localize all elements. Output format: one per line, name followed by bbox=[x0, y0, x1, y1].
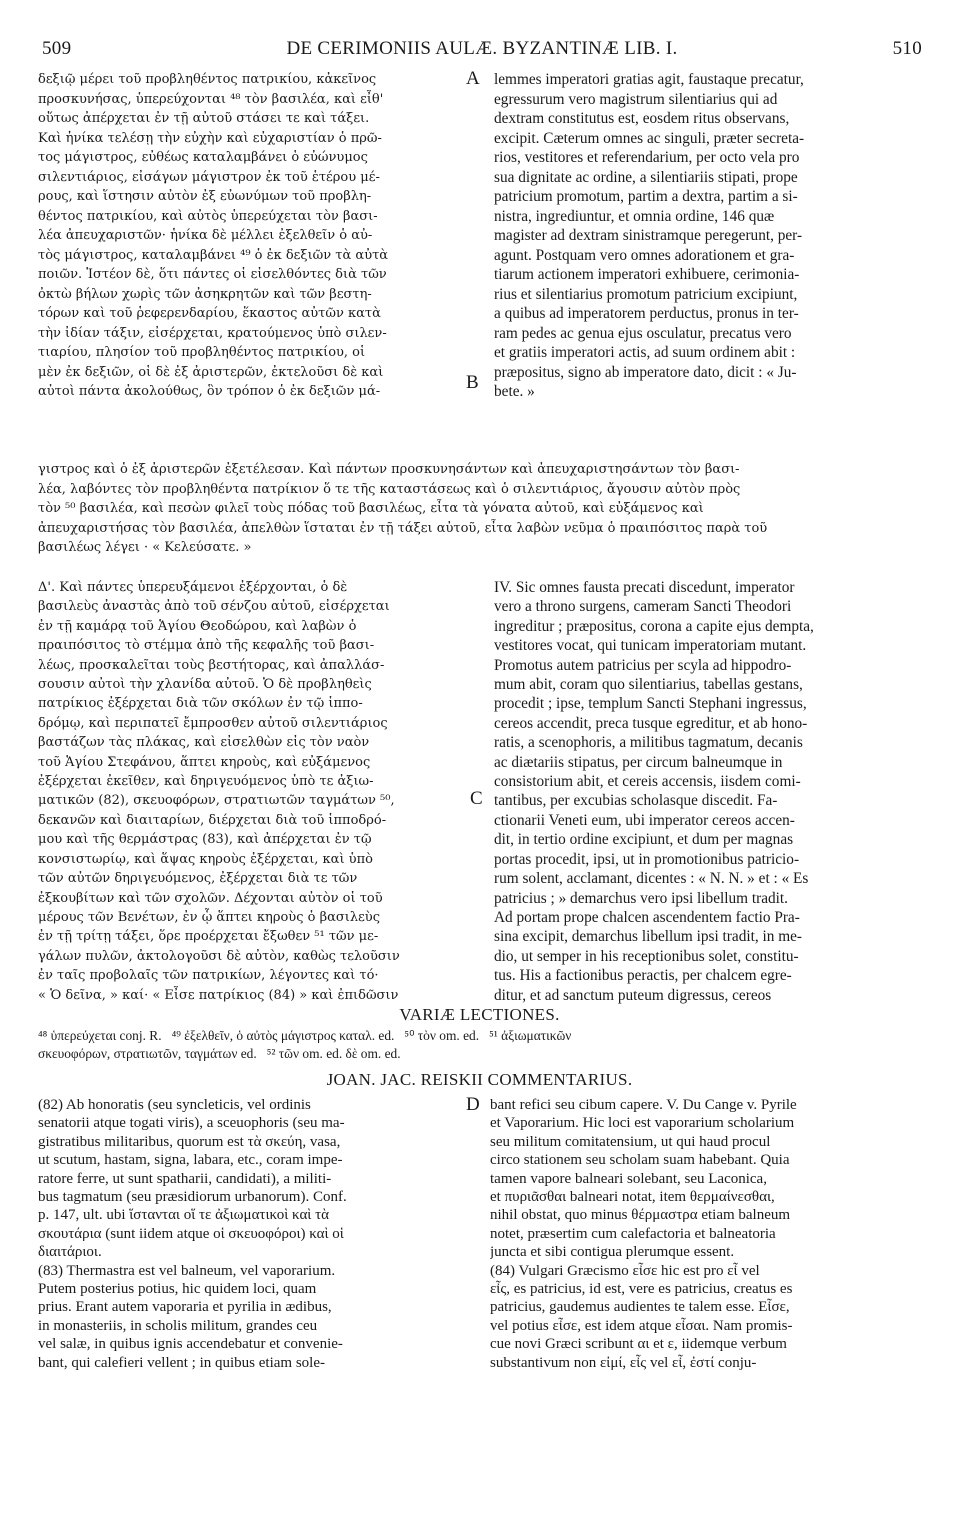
text-line: μέρους τῶν Βενέτων, ἐν ᾧ ἅπτει κηροὺς ὁ βασιλεὺς bbox=[38, 909, 380, 925]
text-line: cereos accendit, preca tusque egreditur, et ab hono- bbox=[494, 714, 808, 732]
text-line: vel salæ, in quibus ignis accendebatur et convenie- bbox=[38, 1336, 343, 1353]
text-line: vero a throno surgens, cameram Sancti Theodori bbox=[494, 598, 792, 616]
text-line: σκευοφόρων, στρατιωτῶν, ταγμάτων ed. ⁵² τῶν om. ed. δὲ om. ed. bbox=[38, 1046, 401, 1061]
text-line: a quibus ad imperatorem perductus, pronus in ter- bbox=[494, 305, 799, 322]
text-line: sua dignitate ac ordine, a silentiariis stipati, prope bbox=[494, 168, 798, 186]
running-title: DE CERIMONIIS AULÆ. BYZANTINÆ LIB. I. bbox=[286, 38, 678, 59]
text-line: μου καὶ τῆς θερμάστρας (83), καὶ ἀπέρχεται ἐν τῷ bbox=[38, 832, 372, 848]
text-line: Δ'. Καὶ πάντες ὑπερευξάμενοι ἐξέρχονται, ὁ δὲ bbox=[38, 580, 348, 595]
text-line: τὴν ἰδίαν τάξιν, εἰσέρχεται, κρατούμενος ὑπὸ σιλεν- bbox=[38, 325, 387, 341]
text-line: ἐξκουβίτων καὶ τῶν σχολῶν. Δέχονται αὐτὸν οἱ τοῦ bbox=[38, 890, 383, 906]
text-line: Καὶ ἡνίκα τελέσῃ τὴν εὐχὴν καὶ εὐχαριστίαν ὁ πρῶ- bbox=[38, 130, 382, 146]
text-line: ram pedes ac genua ejus osculatur, precatus vero bbox=[494, 324, 792, 342]
text-line: egressurum vero magistrum silentiarius qui ad bbox=[494, 90, 778, 108]
text-line: λέως, προσκαλεῖται τοὺς βεστήτορας, καὶ ἀπαλλάσ- bbox=[38, 657, 385, 673]
text-line: præpositus, signo ab imperatore dato, dicit : « Ju- bbox=[494, 363, 797, 381]
text-line: προσκυνήσας, ὑπερεύχονται ⁴⁸ τὸν βασιλέα, καὶ εἶθ' bbox=[38, 91, 384, 107]
text-line: ⁴⁸ ὑπερεύχεται conj. R. ⁴⁹ ἐξελθεῖν, ὁ αὐτὸς μάγιστρος καταλ. ed. ⁵⁰ τὸν om. ed. ⁵¹ ἀξιωματικῶν bbox=[38, 1028, 572, 1043]
text-line: ἐν τῇ τρίτῃ τάξει, ὅρε προέρχεται ἔξωθεν ⁵¹ τῶν με- bbox=[38, 929, 379, 945]
text-line: nihil obstat, quo minus θέρμαστρα etiam balneum bbox=[490, 1207, 791, 1224]
text-line: consistorium abit, et cereis accensis, iisdem comi- bbox=[494, 773, 801, 791]
text-line: βαστάζων τὰς πλάκας, καὶ εἰσελθὼν εἰς τὸν ναὸν bbox=[38, 735, 370, 751]
text-line: vestitores vocat, qui tunicam imperatoriam mutant. bbox=[494, 637, 807, 655]
text-line: Ad portam prope chalcen ascendentem factio Pra- bbox=[494, 908, 800, 926]
text-line: δρόμῳ, καὶ περιπατεῖ ἔμπροσθεν αὐτοῦ σιλεντιάριος bbox=[38, 715, 388, 731]
text-line: τοῦ Ἁγίου Στεφάνου, ἅπτει κηροὺς, καὶ εὐξάμενος bbox=[38, 754, 371, 770]
text-line: tus. His a factionibus peractis, per chalcem egre- bbox=[494, 967, 792, 985]
latin-column-middle bbox=[494, 578, 922, 1005]
text-line: τιαρίου, πλησίον τοῦ προβληθέντος πατρικίου, οἱ bbox=[38, 345, 366, 360]
text-line: ποιῶν. Ἰστέον δὲ, ὅτι πάντες οἱ εἰσελθόντες διὰ τῶν bbox=[38, 267, 387, 282]
text-line: patricius ; » demarchus vero ipsi libellum tradit. bbox=[494, 889, 788, 907]
text-line: bus tagmatum (seu præsidiorum urbanorum). Conf. bbox=[38, 1189, 347, 1206]
text-line: mum abit, coram quo silentiarius, tabellas gestans, bbox=[494, 676, 803, 694]
text-line: τόρων καὶ τοῦ ῥεφερενδαρίου, ἕκαστος αὐτῶν κατὰ bbox=[38, 306, 381, 321]
text-line: Promotus autem patricius per scyla ad hippodro- bbox=[494, 656, 792, 674]
margin-marker-c: C bbox=[470, 788, 483, 809]
text-line: ingreditur ; præpositus, corona a capite ejus dempta, bbox=[494, 617, 814, 635]
text-line: (82) Ab honoratis (seu syncleticis, vel ordinis bbox=[38, 1097, 311, 1113]
text-line: ἐν τῇ καμάρᾳ τοῦ Ἁγίου Θεοδώρου, καὶ λαβὼν ὁ bbox=[38, 618, 357, 634]
running-header bbox=[42, 38, 922, 66]
text-line: rum solent, acclamant, dicentes : « N. N. » et : « Es bbox=[494, 870, 809, 888]
text-line: prius. Erant autem vaporaria et pyrilia in ædibus, bbox=[38, 1299, 332, 1316]
text-line: ratis, a scenophoris, a militibus tagmatum, decanis bbox=[494, 734, 803, 752]
text-line: λέα, λαβόντες τὸν προβληθέντα πατρίκιον ὅ τε τῆς καταστάσεως καὶ ὁ σιλεντιάριος, ἄγουσιν αὐτὸν πρὸς bbox=[38, 481, 741, 497]
text-line: τὸν ⁵⁰ βασιλέα, καὶ πεσὼν φιλεῖ τοὺς πόδας τοῦ βασιλέως, εἶτα τὰ γόνατα αὐτοῦ, καὶ εὐξάμενος καὶ bbox=[38, 501, 704, 516]
text-line: sina excipit, demarchus libellum ipsi tradit, in me- bbox=[494, 928, 802, 946]
text-line: τος μάγιστρος, εὐθέως καταλαμβάνει ὁ εὐώνυμος bbox=[38, 150, 368, 165]
text-line: et πυριᾶσθαι balneari notat, item θερμαίνεσθαι, bbox=[490, 1189, 775, 1206]
text-line: dextram constitutus est, eosdem ritus observans, bbox=[494, 110, 790, 127]
text-line: juncta et sibi contigua plerumque essent. bbox=[490, 1244, 735, 1261]
text-line: ctionarii Veneti eum, ubi imperator cereos accen- bbox=[494, 811, 795, 829]
greek-fullwidth-passage bbox=[38, 460, 923, 558]
text-line: βασιλέως λέγει · « Κελεύσατε. » bbox=[38, 540, 252, 555]
text-line: αὐτοὶ πάντα ἀκολούθως, ὃν τρόπον ὁ ἐκ δεξιῶν μά- bbox=[38, 384, 381, 399]
text-line: βασιλεὺς ἀναστὰς ἀπὸ τοῦ σένζου αὐτοῦ, εἰσέρχεται bbox=[38, 599, 390, 615]
variae-lectiones-notes bbox=[38, 1027, 923, 1063]
text-line: κονσιστωρίῳ, καὶ ἅψας κηροὺς ἐξέρχεται, καὶ ὑπὸ bbox=[38, 851, 373, 867]
text-line: IV. Sic omnes fausta precati discedunt, imperator bbox=[494, 579, 795, 596]
text-line: nistra, ingrediuntur, et omnia ordine, 146 quæ bbox=[494, 207, 775, 225]
text-line: Putem posterius potius, hic quidem loci, quam bbox=[38, 1281, 317, 1298]
text-line: θέντος πατρικίου, καὶ αὐτὸς ὑπερεύχεται τὸν βασι- bbox=[38, 208, 378, 224]
text-line: magister ad dextram sinistramque peregerunt, per- bbox=[494, 227, 803, 244]
text-line: ut scutum, hastam, signa, labara, etc., coram impe- bbox=[38, 1152, 343, 1169]
text-line: πατρίκιος ἐξέρχεται διὰ τῶν σκόλων ἐν τῷ ἱππο- bbox=[38, 696, 363, 712]
page-number-right: 510 bbox=[892, 38, 922, 59]
text-line: ἀπευχαριστήσας τὸν βασιλέα, ἀπελθὼν ἵσταται ἐν τῇ τάξει αὐτοῦ, εἶτα λαβὼν νεῦμα ὁ πραιπόσιτος παρὰ τοῦ bbox=[38, 520, 768, 536]
text-line: ματικῶν (82), σκευοφόρων, στρατιωτῶν ταγμάτων ⁵⁰, bbox=[38, 793, 395, 809]
text-line: procedit ; ipse, templum Sancti Stephani ingressus, bbox=[494, 695, 807, 713]
text-line: patricium promotum, partim a dextra, partim a si- bbox=[494, 188, 798, 205]
text-line: circo stationem seu scholam suam habebant. Quia bbox=[490, 1152, 790, 1169]
text-line: gistratibus militaribus, quorum est τὰ σκεύη, vasa, bbox=[38, 1133, 341, 1150]
text-line: γάλων πυλῶν, ἀκτολογοῦσι δὲ αὐτὸν, καθὼς τελοῦσιν bbox=[38, 948, 400, 964]
text-line: (83) Thermastra est vel balneum, vel vaporarium. bbox=[38, 1262, 336, 1279]
text-line: rios, vestitores et referendarium, per octo vela pro bbox=[494, 149, 800, 166]
text-line: patricius, gaudemus audientes te talem esse. Εἶσε, bbox=[490, 1299, 790, 1316]
text-line: bant, qui calefieri vellent ; in quibus etiam sole- bbox=[38, 1354, 325, 1371]
greek-column-middle bbox=[38, 578, 463, 1005]
commentary-title: JOAN. JAC. REISKII COMMENTARIUS. bbox=[326, 1070, 633, 1089]
text-line: bant refici seu cibum capere. V. Du Cange v. Pyrile bbox=[490, 1097, 797, 1113]
text-line: notet, præsertim cum calefactoria et balneatoria bbox=[490, 1225, 776, 1242]
text-line: tamen vapore balneari solebant, seu Laconica, bbox=[490, 1170, 767, 1187]
text-line: tantibus, per excubias scholasque discedit. Fa- bbox=[494, 792, 778, 810]
text-line: et gratiis imperatori actis, ad suum ordinem abit : bbox=[494, 344, 796, 361]
text-line: (84) Vulgari Græcismo εἶσε hic est pro εἶ vel bbox=[490, 1262, 760, 1279]
text-line: et Vaporarium. Hic loci est vaporarium scholarium bbox=[490, 1115, 795, 1132]
text-line: rius et silentiarius promotum patricium excipiunt, bbox=[494, 285, 798, 303]
text-line: lemmes imperatori gratias agit, faustaque precatur, bbox=[494, 71, 804, 88]
text-line: τὸς μάγιστρος, καταλαμβάνει ⁴⁹ ὁ ἐκ δεξιῶν τὰ αὐτὰ bbox=[38, 247, 389, 263]
text-line: « Ὁ δεῖνα, » καί· « Εἶσε πατρίκιος (84) » καὶ ἐπιδῶσιν bbox=[38, 987, 399, 1003]
margin-marker-a: A bbox=[466, 68, 480, 89]
text-line: seu militum comitatensium, ut qui haud procul bbox=[490, 1133, 771, 1150]
text-line: σουσιν αὐτοὶ τὴν χλανίδα αὐτοῦ. Ὁ δὲ προβληθεὶς bbox=[38, 677, 372, 693]
text-line: γιστρος καὶ ὁ ἐξ ἀριστερῶν ἐξετέλεσαν. Καὶ πάντων προσκυνησάντων καὶ ἀπευχαριστησάντων τὸν βασι- bbox=[38, 462, 740, 477]
text-line: in monasteriis, in scholis militum, grandes ceu bbox=[38, 1317, 318, 1334]
text-line: substantivum non εἰμί, εἶς vel εἶ, ἐστί conju- bbox=[490, 1354, 757, 1371]
text-line: σκουτάρια (sunt iidem atque οἱ σκευοφόροι) καὶ οἱ bbox=[38, 1225, 344, 1242]
text-line: vel potius εἶσε, est idem atque εἶσαι. Nam promis- bbox=[490, 1317, 793, 1334]
variae-lectiones-title: VARIÆ LECTIONES. bbox=[399, 1005, 560, 1024]
text-line: εἶς, es patricius, id est, vere es patricius, creatus es bbox=[490, 1281, 793, 1298]
text-line: σιλεντιάριος, εἰσάγων μάγιστρον ἐκ τοῦ ἑτέρου μέ- bbox=[38, 169, 380, 185]
text-line: senatorii atque togati viris), a sceuophoris (seu ma- bbox=[38, 1115, 345, 1132]
page-number-left: 509 bbox=[42, 38, 72, 59]
text-line: ὀκτὼ βήλων χωρὶς τῶν ἀσηκρητῶν καὶ τῶν βεστη- bbox=[38, 286, 372, 302]
text-line: dit, in tertio ordine excipiunt, et dum per magnas bbox=[494, 831, 794, 849]
text-line: οὕτως ἀπέρχεται ἐν τῇ αὐτοῦ στάσει τε καὶ τάξει. bbox=[38, 111, 370, 126]
commentary-left-column bbox=[38, 1096, 463, 1372]
text-line: ditur, et ad sanctum puteum digressus, cereos bbox=[494, 986, 772, 1004]
text-line: δεκανῶν καὶ διαιταρίων, διέρχεται διὰ τοῦ ἱπποδρό- bbox=[38, 812, 387, 828]
text-line: ἐν ταῖς προβολαῖς τῶν πατρικίων, λέγοντες καὶ τό· bbox=[38, 968, 379, 984]
greek-column-top bbox=[38, 70, 463, 402]
text-line: excipit. Cæterum omnes ac singuli, præter secreta- bbox=[494, 129, 805, 147]
text-line: tiarum actionem imperatori exhibuere, cerimonia- bbox=[494, 266, 800, 283]
text-line: ρους, καὶ ἵστησιν αὐτὸν ἐξ εὐωνύμων τοῦ προβλη- bbox=[38, 189, 372, 204]
text-line: πραιπόσιτος τὸ στέμμα ἀπὸ τῆς κεφαλῆς τοῦ βασι- bbox=[38, 638, 375, 654]
text-line: δεξιῷ μέρει τοῦ προβληθέντος πατρικίου, κἀκεῖνος bbox=[38, 72, 377, 87]
margin-marker-b: B bbox=[466, 372, 479, 393]
text-line: cue novi Græci scribunt αι et ε, iidemque verbum bbox=[490, 1336, 787, 1353]
text-line: διαιτάριοι. bbox=[38, 1244, 102, 1261]
text-line: dio, ut semper in his receptionibus solet, constitu- bbox=[494, 947, 799, 965]
text-line: agunt. Postquam vero omnes adorationem et gra- bbox=[494, 246, 795, 264]
commentary-right-column bbox=[490, 1096, 920, 1372]
latin-column-top bbox=[494, 70, 922, 402]
text-line: ἐξέρχεται ἐκεῖθεν, καὶ δηριγευόμενος ὑπὸ τε ἀξιω- bbox=[38, 774, 374, 790]
text-line: μὲν ἐκ δεξιῶν, οἱ δὲ ἐξ ἀριστερῶν, ἐκτελοῦσι δὲ καὶ bbox=[38, 364, 384, 380]
text-line: bete. » bbox=[494, 383, 535, 400]
text-line: τῶν αὐτῶν δηριγευόμενος, ἐξέρχεται διὰ τε τῶν bbox=[38, 871, 358, 887]
text-line: ac diætariis stipatus, per circum balneumque in bbox=[494, 753, 783, 771]
margin-marker-d: D bbox=[466, 1094, 480, 1115]
text-line: λέα ἀπευχαριστῶν· ἡνίκα δὲ μέλλει ἐξελθεῖν ὁ αὐ- bbox=[38, 228, 373, 243]
text-line: portas procedit, ipsi, ut in promotionibus patricio- bbox=[494, 850, 800, 868]
text-line: ratore ferre, ut sunt spatharii, candidati), a militi- bbox=[38, 1170, 332, 1187]
text-line: p. 147, ult. ubi ἵστανται οἵ τε ἀξιωματικοὶ καὶ τὰ bbox=[38, 1207, 329, 1224]
